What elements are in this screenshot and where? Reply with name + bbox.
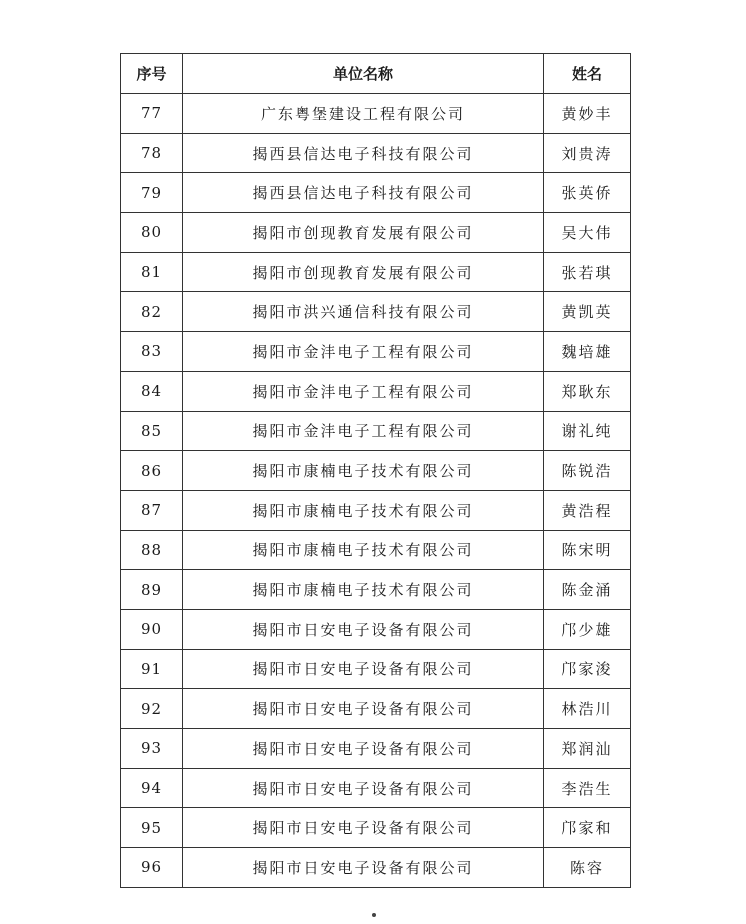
- header-person-name: 姓名: [544, 54, 631, 94]
- row-serial-number: 80: [121, 213, 183, 253]
- row-person-name: 郑润汕: [544, 729, 631, 769]
- row-unit-name: 广东粤堡建设工程有限公司: [183, 94, 544, 134]
- row-serial-number: 86: [121, 451, 183, 491]
- row-unit-name: 揭西县信达电子科技有限公司: [183, 173, 544, 213]
- table-row: [121, 848, 631, 888]
- row-serial-number: 90: [121, 609, 183, 649]
- row-person-name: 刘贵涛: [544, 133, 631, 173]
- table-row: [121, 252, 631, 292]
- row-person-name: 谢礼纯: [544, 411, 631, 451]
- row-serial-number: 82: [121, 292, 183, 332]
- table-row: [121, 133, 631, 173]
- row-unit-name: 揭阳市创现教育发展有限公司: [183, 213, 544, 253]
- row-serial-number: 77: [121, 94, 183, 134]
- row-person-name: 张英侨: [544, 173, 631, 213]
- row-unit-name: 揭阳市日安电子设备有限公司: [183, 729, 544, 769]
- table-row: [121, 173, 631, 213]
- row-unit-name: 揭阳市康楠电子技术有限公司: [183, 490, 544, 530]
- row-person-name: 邝家浚: [544, 649, 631, 689]
- row-person-name: 郑耿东: [544, 371, 631, 411]
- row-unit-name: 揭阳市日安电子设备有限公司: [183, 768, 544, 808]
- row-serial-number: 92: [121, 689, 183, 729]
- row-person-name: 邝家和: [544, 808, 631, 848]
- row-person-name: 陈容: [544, 848, 631, 888]
- row-unit-name: 揭阳市康楠电子技术有限公司: [183, 530, 544, 570]
- row-unit-name: 揭阳市创现教育发展有限公司: [183, 252, 544, 292]
- row-person-name: 陈锐浩: [544, 451, 631, 491]
- row-unit-name: 揭阳市日安电子设备有限公司: [183, 649, 544, 689]
- scan-dot: [372, 913, 376, 917]
- row-person-name: 张若琪: [544, 252, 631, 292]
- row-unit-name: 揭阳市金沣电子工程有限公司: [183, 371, 544, 411]
- row-person-name: 陈金涌: [544, 570, 631, 610]
- row-serial-number: 84: [121, 371, 183, 411]
- row-unit-name: 揭阳市日安电子设备有限公司: [183, 848, 544, 888]
- header-serial-number: 序号: [121, 54, 183, 94]
- table-row: [121, 213, 631, 253]
- row-unit-name: 揭阳市金沣电子工程有限公司: [183, 411, 544, 451]
- header-unit-name: 单位名称: [183, 54, 544, 94]
- table-row: [121, 411, 631, 451]
- row-serial-number: 96: [121, 848, 183, 888]
- table-row: [121, 689, 631, 729]
- table-row: [121, 292, 631, 332]
- row-serial-number: 91: [121, 649, 183, 689]
- row-serial-number: 78: [121, 133, 183, 173]
- row-person-name: 吴大伟: [544, 213, 631, 253]
- row-unit-name: 揭阳市日安电子设备有限公司: [183, 808, 544, 848]
- row-person-name: 邝少雄: [544, 609, 631, 649]
- table-header-row: [121, 54, 631, 94]
- table-row: [121, 570, 631, 610]
- row-unit-name: 揭阳市金沣电子工程有限公司: [183, 332, 544, 372]
- table-row: [121, 649, 631, 689]
- row-person-name: 黄浩程: [544, 490, 631, 530]
- row-person-name: 黄凯英: [544, 292, 631, 332]
- row-unit-name: 揭阳市康楠电子技术有限公司: [183, 451, 544, 491]
- row-unit-name: 揭阳市日安电子设备有限公司: [183, 609, 544, 649]
- table-row: [121, 490, 631, 530]
- row-person-name: 陈宋明: [544, 530, 631, 570]
- table-row: [121, 729, 631, 769]
- row-person-name: 林浩川: [544, 689, 631, 729]
- table-row: [121, 371, 631, 411]
- table-row: [121, 808, 631, 848]
- row-unit-name: 揭阳市康楠电子技术有限公司: [183, 570, 544, 610]
- row-person-name: 黄妙丰: [544, 94, 631, 134]
- row-serial-number: 95: [121, 808, 183, 848]
- row-serial-number: 87: [121, 490, 183, 530]
- row-serial-number: 79: [121, 173, 183, 213]
- row-serial-number: 93: [121, 729, 183, 769]
- row-serial-number: 94: [121, 768, 183, 808]
- table-row: [121, 609, 631, 649]
- table-body: [121, 94, 631, 888]
- row-unit-name: 揭西县信达电子科技有限公司: [183, 133, 544, 173]
- row-person-name: 李浩生: [544, 768, 631, 808]
- table-row: [121, 332, 631, 372]
- row-serial-number: 89: [121, 570, 183, 610]
- row-serial-number: 85: [121, 411, 183, 451]
- personnel-table: [120, 53, 631, 888]
- row-serial-number: 88: [121, 530, 183, 570]
- row-unit-name: 揭阳市日安电子设备有限公司: [183, 689, 544, 729]
- table-row: [121, 768, 631, 808]
- table-row: [121, 530, 631, 570]
- table-row: [121, 451, 631, 491]
- row-serial-number: 81: [121, 252, 183, 292]
- row-person-name: 魏培雄: [544, 332, 631, 372]
- table-row: [121, 94, 631, 134]
- row-serial-number: 83: [121, 332, 183, 372]
- row-unit-name: 揭阳市洪兴通信科技有限公司: [183, 292, 544, 332]
